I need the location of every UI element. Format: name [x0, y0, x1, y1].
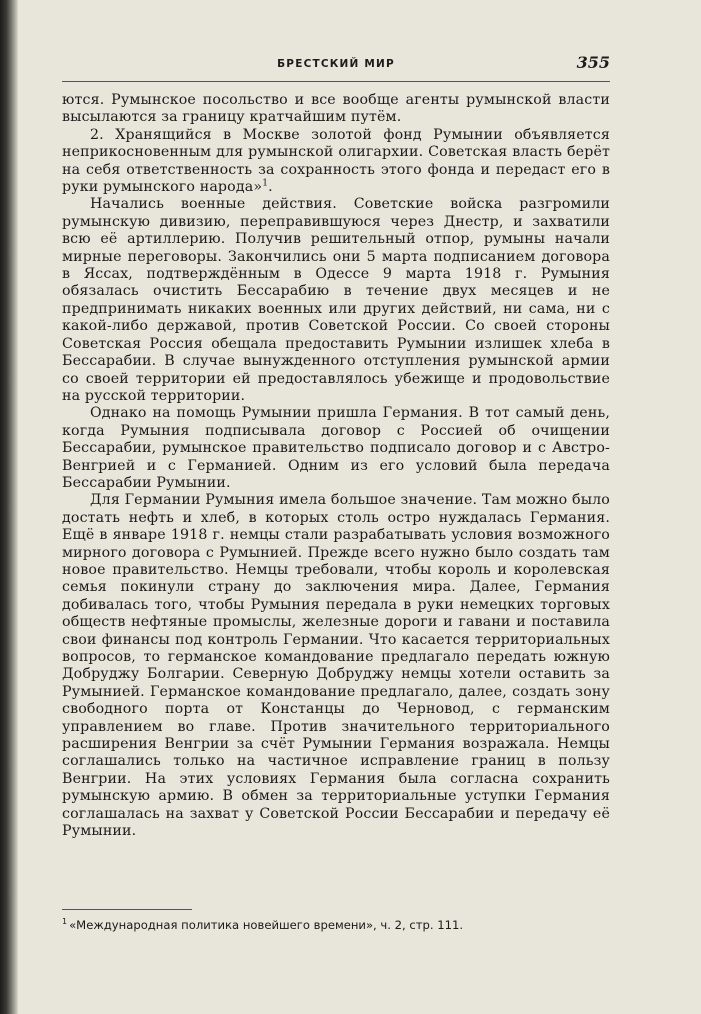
footnote-text: «Международная политика новейшего времени», ч. 2, стр. 111.	[69, 918, 464, 932]
page-binding-edge	[0, 0, 18, 1014]
running-head: БРЕСТСКИЙ МИР	[277, 58, 395, 70]
paragraph: Однако на помощь Румынии пришла Германия. В тот самый день, когда Румыния подписывала договор с Россией об очищении Бессарабии, румынское правительство подписало договор и с Австро-Венгрией и с Германией. Одним из его условий была передача Бессарабии Румынии.	[62, 405, 610, 491]
paragraph: Начались военные действия. Советские войска разгромили румынскую дивизию, переправившуюся через Днестр, и захватили всю её артиллерию. Получив решительный отпор, румыны начали мирные переговоры. Закончились они 5 марта подписанием договора в Яссах, подтверждённым в Одессе 9 марта 1918 г. Румыния обязалась очистить Бессарабию в течение двух месяцев и не предпринимать никаких военных или других действий, ни сама, ни с какой-либо державой, против Советской России. Со своей стороны Советская Россия обещала предоставить Румынии излишек хлеба в Бессарабии. В случае вынужденного отступления румынской армии со своей территории ей предоставлялось убежище и продовольствие на русской территории.	[62, 196, 610, 404]
footnote-reference[interactable]: 1	[262, 178, 269, 189]
header-divider	[62, 81, 610, 82]
main-text	[62, 92, 610, 840]
paragraph: ются. Румынское посольство и все вообще агенты румынской власти высылаются за границу кратчайшим путём.	[62, 92, 610, 126]
page-header	[62, 54, 610, 76]
paragraph: 2. Хранящийся в Москве золотой фонд Румынии объявляется неприкосновенным для румынской олигархии. Советская власть берёт на себя ответственность за сохранность этого фонда и передаст его в руки румынского народа»$^1$.	[62, 126, 610, 196]
footnote	[62, 918, 610, 933]
footnote-marker: 1	[62, 917, 68, 927]
paragraph: Для Германии Румыния имела большое значение. Там можно было достать нефть и хлеб, в которых столь остро нуждалась Германия. Ещё в январе 1918 г. немцы стали разрабатывать условия возможного мирного договора с Румынией. Прежде всего нужно было создать там новое правительство. Немцы требовали, чтобы король и королевская семья покинули страну до заключения мира. Далее, Германия добивалась того, чтобы Румыния передала в руки немецких торговых обществ нефтяные промыслы, железные дороги и гавани и поставила свои финансы под контроль Германии. Что касается территориальных вопросов, то германское командование предлагало передать южную Добруджу Болгарии. Северную Добруджу немцы хотели оставить за Румынией. Германское командование предлагало, далее, создать зону свободного порта от Констанцы до Черновод, с германским управлением во главе. Против значительного территориального расширения Венгрии за счёт Румынии Германия возражала. Немцы соглашались только на частичное исправление границ в пользу Венгрии. На этих условиях Германия была согласна сохранить румынскую армию. В обмен за территориальные уступки Германия соглашалась на захват у Советской России Бессарабии и передачу её Румынии.	[62, 492, 610, 840]
paragraph-text: 2. Хранящийся в Москве золотой фонд Румынии объявляется неприкосновенным для румынской олигархии. Советская власть берёт на себя ответственность за сохранность этого фонда и передаст его в руки румынского народа»	[62, 126, 610, 196]
page-number: 355	[576, 53, 610, 72]
footnote-divider	[62, 909, 192, 910]
